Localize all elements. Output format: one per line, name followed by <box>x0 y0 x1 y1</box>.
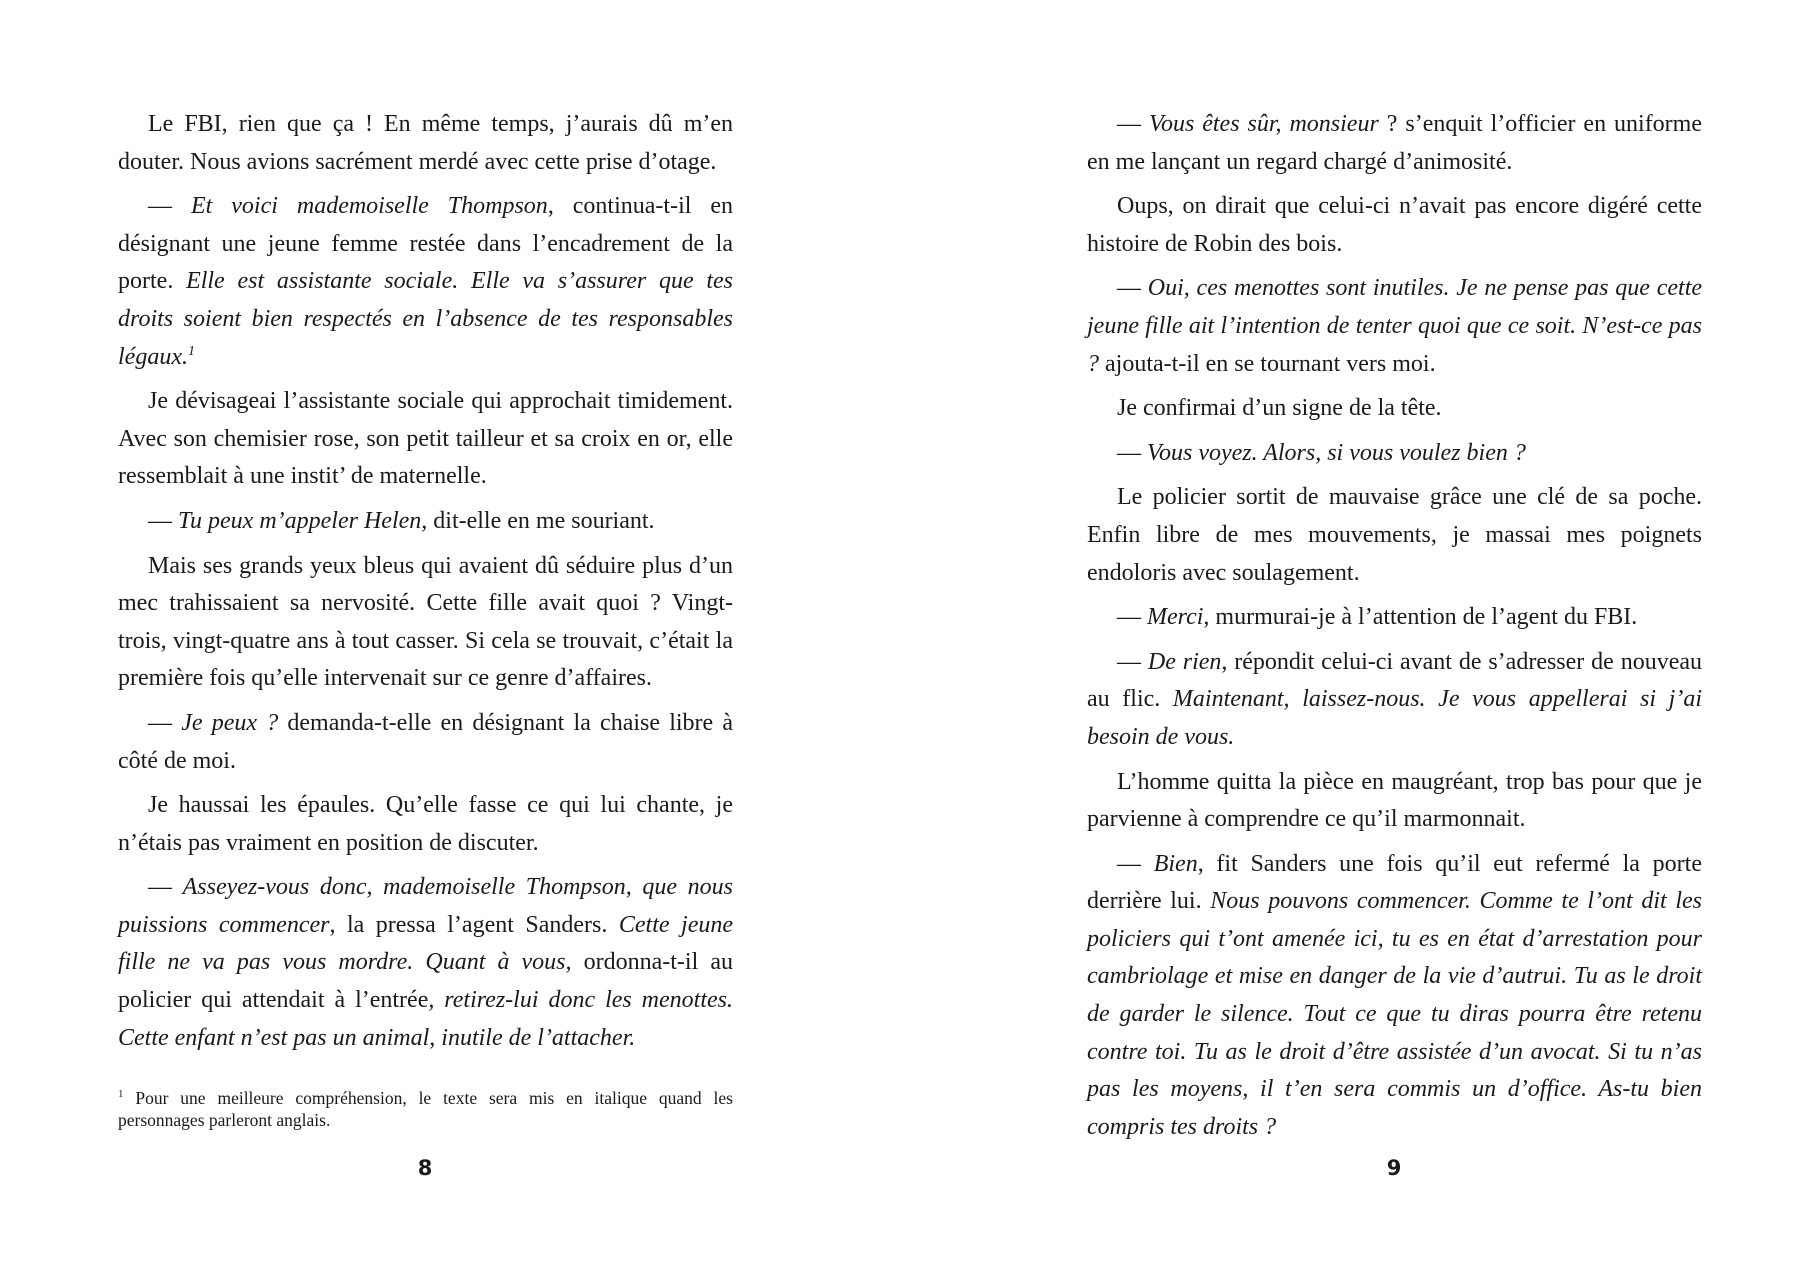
paragraph <box>118 106 733 181</box>
text-run: — <box>148 507 178 534</box>
text-run: Je dévisageai l’assistante sociale qui approchait timidement. Avec son chemisier rose, son petit tailleur et sa croix en or, elle ressemblait à une instit’ de maternelle. <box>118 388 733 490</box>
italic-text: Je peux ? <box>181 709 279 736</box>
footnote-mark: 1 <box>118 1088 124 1101</box>
text-run: , fit Sanders une fois qu’il eut refermé la porte derrière lui. <box>1087 850 1702 915</box>
paragraph <box>1087 764 1702 839</box>
right-page-body <box>1087 106 1702 1153</box>
paragraph <box>118 869 733 1057</box>
italic-text: Asseyez-vous donc, mademoiselle Thompson, que nous puissions commencer <box>118 874 733 938</box>
italic-text: Elle est assistante sociale. Elle va s’assurer que tes droits soient bien respectés en l’absence de tes responsables légaux. <box>118 268 734 370</box>
paragraph <box>118 548 733 698</box>
italic-text: , retirez-lui donc les menottes. Cette enfant n’est pas un animal, inutile de l’attacher. <box>118 987 733 1051</box>
left-page-body <box>118 106 733 1064</box>
text-run: — <box>1117 648 1148 675</box>
text-run: — <box>148 874 183 901</box>
footnote <box>118 1087 733 1131</box>
text-run: — <box>1117 275 1148 302</box>
footnote-reference: 1 <box>187 343 195 359</box>
text-run: , murmurai-je à l’attention de l’agent du FBI. <box>1203 604 1638 631</box>
text-run: — <box>1117 111 1149 137</box>
italic-text: Vous voyez. Alors, si vous voulez bien ? <box>1147 439 1526 466</box>
page-number-left: 8 <box>417 1156 433 1180</box>
paragraph <box>1087 188 1702 263</box>
italic-text: Vous êtes sûr, monsieur <box>1148 111 1379 137</box>
paragraph <box>1087 599 1702 637</box>
text-run: — <box>148 709 182 736</box>
paragraph <box>1087 479 1702 592</box>
footnote-text: Pour une meilleure compréhension, le texte sera mis en italique quand les personnages parleront anglais. <box>118 1088 733 1130</box>
italic-text: Bien <box>1153 850 1198 877</box>
page-number-right: 9 <box>1386 1156 1402 1180</box>
text-run: dit-elle en me souriant. <box>427 507 655 534</box>
paragraph <box>1087 390 1702 428</box>
italic-text: Merci <box>1147 604 1204 631</box>
paragraph <box>1087 846 1702 1147</box>
text-run: — <box>1117 604 1147 631</box>
text-run: , la pressa l’agent Sanders. <box>329 911 619 938</box>
italic-text: Tu peux m’appeler Helen, <box>178 507 428 534</box>
text-run: — <box>1117 439 1147 466</box>
text-run: ajouta-t-il en se tournant vers moi. <box>1099 350 1436 377</box>
text-run: , continua-t-il en désignant une jeune femme restée dans l’encadrement de la porte. <box>118 193 734 295</box>
paragraph <box>1087 106 1702 181</box>
text-run: Je confirmai d’un signe de la tête. <box>1117 395 1442 422</box>
paragraph <box>118 787 733 862</box>
paragraph <box>1087 644 1702 757</box>
text-run: , répondit celui-ci avant de s’adresser de nouveau au flic. <box>1087 648 1702 713</box>
text-run: ? s’enquit l’officier en uniforme en me lançant un regard chargé d’animosité. <box>1087 111 1702 175</box>
text-run: demanda-t-elle en désignant la chaise libre à côté de moi. <box>118 709 734 774</box>
text-run: Je haussai les épaules. Qu’elle fasse ce qui lui chante, je n’étais pas vraiment en position de discuter. <box>118 792 733 856</box>
italic-text: Cette jeune fille ne va pas vous mordre. Quant à vous, <box>118 911 733 976</box>
text-run: L’homme quitta la pièce en maugréant, trop bas pour que je parvienne à comprendre ce qu’il marmonnait. <box>1087 768 1702 833</box>
text-run: Oups, on dirait que celui-ci n’avait pas encore digéré cette histoire de Robin des bois. <box>1087 193 1702 257</box>
text-run: — <box>148 193 191 220</box>
text-run: ordonna-t-il au policier qui attendait à l’entrée <box>118 949 733 1014</box>
paragraph <box>118 188 733 376</box>
text-run: Le policier sortit de mauvaise grâce une clé de sa poche. Enfin libre de mes mouvements, je massai mes poignets endoloris avec soulagement. <box>1087 484 1702 586</box>
paragraph <box>118 503 733 541</box>
italic-text: Et voici mademoiselle Thompson <box>190 193 548 220</box>
paragraph <box>1087 435 1702 473</box>
italic-text: Maintenant, laissez-nous. Je vous appellerai si j’ai besoin de vous. <box>1087 686 1702 750</box>
italic-text: De rien <box>1147 648 1222 675</box>
paragraph <box>1087 270 1702 383</box>
italic-text: Nous pouvons commencer. Comme te l’ont dit les policiers qui t’ont amenée ici, tu es en état d’arrestation pour cambriolage et mise en danger de la vie d’autrui. Tu as le droit de garder le silence. Tout ce que tu diras pourra être retenu contre toi. Tu as le droit d’être assistée d’un avocat. Si tu n’as pas les moyens, il t’en sera commis un d’office. As-tu bien compris tes droits ? <box>1087 888 1703 1140</box>
paragraph <box>118 705 733 780</box>
paragraph <box>118 383 733 496</box>
text-run: — <box>1117 850 1154 877</box>
italic-text: Oui, ces menottes sont inutiles. Je ne pense pas que cette jeune fille ait l’intention de tenter quoi que ce soit. N’est-ce pas ? <box>1087 275 1703 377</box>
text-run: Mais ses grands yeux bleus qui avaient dû séduire plus d’un mec trahissaient sa nervosité. Cette fille avait quoi ? Vingt-trois, vingt-quatre ans à tout casser. Si cela se trouvait, c’était la première fois qu’elle intervenait sur ce genre d’affaires. <box>118 552 733 692</box>
text-run: Le FBI, rien que ça ! En même temps, j’aurais dû m’en douter. Nous avions sacrément merdé avec cette prise d’otage. <box>118 111 733 175</box>
